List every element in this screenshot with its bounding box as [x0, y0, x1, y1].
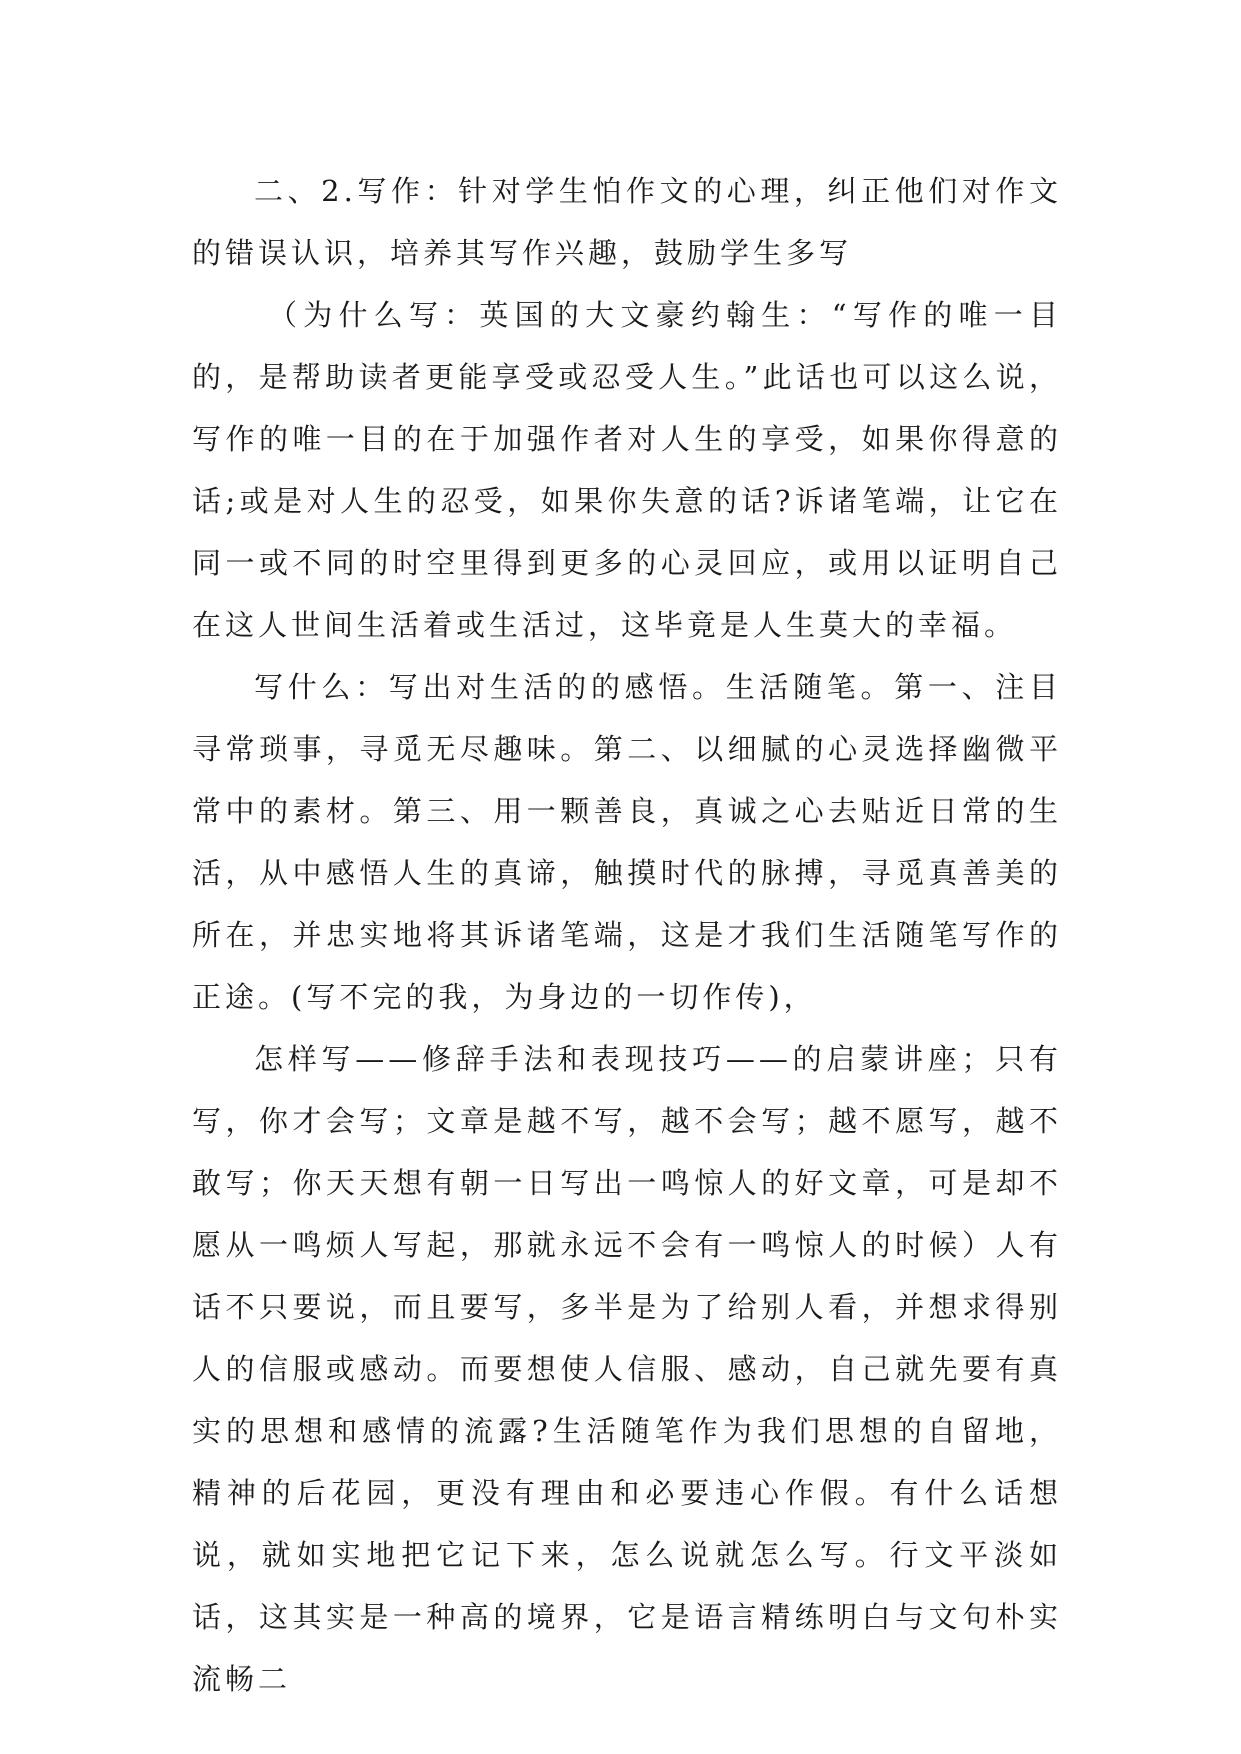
- paragraph-writing-intro: 二、2.写作：针对学生怕作文的心理，纠正他们对作文的错误认识，培养其写作兴趣，鼓励学生多写: [192, 174, 1062, 270]
- document-body: [192, 160, 1062, 1710]
- paragraph-how-to-write: 怎样写——修辞手法和表现技巧——的启蒙讲座；只有写，你才会写；文章是越不写，越不会写；越不愿写，越不敢写；你天天想有朝一日写出一鸣惊人的好文章，可是却不愿从一鸣烦人写起，那就永远不会有一鸣惊人的时候）人有话不只要说，而且要写，多半是为了给别人看，并想求得别人的信服或感动。而要想使人信服、感动，自己就先要有真实的思想和感情的流露?生活随笔作为我们思想的自留地，精神的后花园，更没有理由和必要违心作假。有什么话想说，就如实地把它记下来，怎么说就怎么写。行文平淡如话，这其实是一种高的境界，它是语言精练明白与文句朴实流畅二: [192, 1042, 1062, 1696]
- paragraph-what-to-write: 写什么：写出对生活的的感悟。生活随笔。第一、注目寻常琐事，寻觅无尽趣味。第二、以细腻的心灵选择幽微平常中的素材。第三、用一颗善良，真诚之心去贴近日常的生活，从中感悟人生的真谛，触摸时代的脉搏，寻觅真善美的所在，并忠实地将其诉诸笔端，这是才我们生活随笔写作的正途。(写不完的我，为身边的一切作传)，: [192, 670, 1062, 1014]
- paragraph-why-write: （为什么写：英国的大文豪约翰生：“写作的唯一目的，是帮助读者更能享受或忍受人生。”此话也可以这么说，写作的唯一目的在于加强作者对人生的享受，如果你得意的话;或是对人生的忍受，如果你失意的话?诉诸笔端，让它在同一或不同的时空里得到更多的心灵回应，或用以证明自己在这人世间生活着或生活过，这毕竟是人生莫大的幸福。: [192, 298, 1062, 642]
